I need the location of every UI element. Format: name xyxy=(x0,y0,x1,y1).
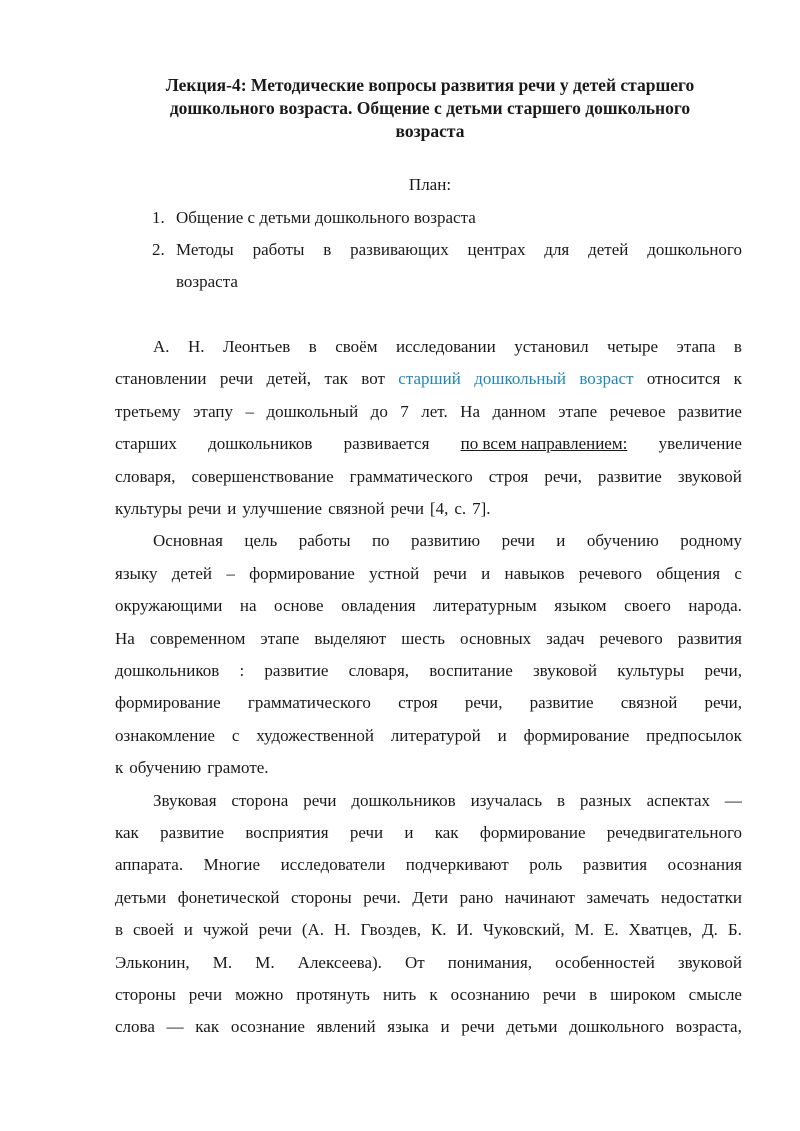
word: речи, xyxy=(544,466,582,486)
word: обучению xyxy=(586,531,659,551)
word: разных xyxy=(579,790,632,810)
word: языка xyxy=(387,1017,429,1037)
plan-item-number: 1. xyxy=(152,208,165,227)
word: дошкольников xyxy=(351,790,456,810)
word: цель xyxy=(244,531,278,551)
word: к xyxy=(429,985,438,1004)
word: так xyxy=(324,369,348,389)
word: сторона xyxy=(231,790,289,810)
word: вот xyxy=(361,369,385,389)
word: третьему xyxy=(115,401,181,421)
body-line xyxy=(115,758,742,790)
body-line xyxy=(115,434,742,466)
word: – xyxy=(226,563,235,583)
word: в xyxy=(115,920,124,940)
body-line xyxy=(153,337,742,369)
word: с xyxy=(231,725,240,745)
word: развитие xyxy=(678,401,742,421)
word: подчеркивают xyxy=(405,855,509,875)
body-line xyxy=(115,726,742,758)
word: осознания xyxy=(667,855,742,875)
word: устной xyxy=(369,563,420,583)
body-line xyxy=(115,467,742,499)
word: аппарата. xyxy=(115,855,184,875)
word: [4, xyxy=(429,499,449,518)
word: аспектах xyxy=(646,790,711,810)
word: и xyxy=(556,531,566,551)
body-line xyxy=(115,1017,742,1049)
word: и xyxy=(440,1017,450,1037)
word: Алексеева). xyxy=(297,952,382,972)
word: грамматического xyxy=(247,693,371,713)
word: восприятия xyxy=(245,823,329,842)
word: – xyxy=(245,401,254,421)
word: с. xyxy=(454,499,467,518)
body-line xyxy=(115,369,742,401)
body-line xyxy=(115,985,742,1017)
word: : xyxy=(239,661,245,680)
word: Н. xyxy=(187,337,205,356)
word: связной xyxy=(328,499,385,518)
word: с xyxy=(734,563,742,583)
word: и xyxy=(227,499,237,518)
word: задач xyxy=(546,628,585,648)
word: речи xyxy=(188,985,223,1004)
word: речевого xyxy=(599,628,663,648)
word: изучалась xyxy=(470,790,543,810)
word: детьми xyxy=(115,887,167,907)
word: речи xyxy=(258,920,292,940)
body-line xyxy=(115,596,742,628)
word: исследовании xyxy=(395,337,496,356)
word: дошкольников xyxy=(208,434,313,454)
word: данном xyxy=(492,401,546,421)
body-line xyxy=(115,564,742,596)
word: стороны xyxy=(290,887,352,907)
word: и xyxy=(497,725,507,745)
body-line xyxy=(115,499,742,531)
body-line xyxy=(115,402,742,434)
word: Е. xyxy=(603,920,619,940)
word: становлении xyxy=(115,369,207,389)
word: речи, xyxy=(464,693,503,713)
word: языком xyxy=(554,596,607,616)
word: — xyxy=(166,1017,184,1037)
word: шесть xyxy=(401,628,446,648)
word: фонетической xyxy=(177,887,280,907)
word: своей xyxy=(133,920,174,940)
word: Н. xyxy=(334,920,351,940)
word: речевого xyxy=(578,563,642,583)
word: широком xyxy=(610,985,676,1004)
word: грамоте. xyxy=(207,758,269,778)
word: речи xyxy=(390,499,424,518)
word: Эльконин, xyxy=(115,952,190,972)
plan-heading: План: xyxy=(408,175,452,194)
link-senior-preschool-age[interactable]: старший xyxy=(398,369,461,389)
word: развитию xyxy=(411,531,481,551)
word: в xyxy=(556,790,566,810)
word: речи xyxy=(349,823,384,842)
word: этапе xyxy=(260,628,300,648)
word: развивается xyxy=(343,434,430,454)
body-line xyxy=(115,888,742,920)
word: формирование xyxy=(115,693,221,713)
word: речи xyxy=(542,985,577,1004)
word: народа. xyxy=(688,596,742,616)
word: А. xyxy=(153,337,170,356)
word: речи xyxy=(461,1017,495,1037)
word: Гвоздев, xyxy=(360,920,421,940)
word: совершенствование xyxy=(191,466,334,486)
body-line xyxy=(115,953,742,985)
word: основе xyxy=(274,596,324,616)
word: осознанию xyxy=(450,985,530,1004)
word: словаря, xyxy=(348,661,410,680)
word: четыре xyxy=(607,337,659,356)
word: На xyxy=(460,401,480,421)
word: осознание xyxy=(230,1017,305,1037)
word: дошкольного xyxy=(569,1017,664,1037)
word: развитие xyxy=(529,693,594,713)
word: звуковой xyxy=(677,466,742,486)
word: Многие xyxy=(203,855,261,875)
word: своём xyxy=(335,337,378,356)
word: дошкольный xyxy=(266,401,359,421)
word: развития xyxy=(677,628,742,648)
word: увеличение xyxy=(658,434,742,454)
plan-item-text-continued: возраста xyxy=(176,272,238,291)
word: звуковой xyxy=(677,952,742,972)
link-senior-preschool-age[interactable]: дошкольный xyxy=(474,369,566,389)
word: как xyxy=(195,1017,220,1037)
word: Чуковский, xyxy=(483,920,565,940)
word: лет. xyxy=(421,401,448,421)
word: детьми xyxy=(506,1017,558,1037)
word: к xyxy=(115,758,124,778)
word: предпосылок xyxy=(646,725,742,745)
word: грамматического xyxy=(349,466,473,486)
word: речи, xyxy=(704,661,742,680)
word: словаря, xyxy=(115,466,176,486)
word: начинают xyxy=(504,887,575,907)
body-line xyxy=(115,661,742,693)
link-senior-preschool-age[interactable]: возраст xyxy=(579,369,634,389)
plan-item-text: Общение с детьми дошкольного возраста xyxy=(176,208,476,227)
word: замечать xyxy=(586,887,650,907)
word: формирование xyxy=(479,823,586,842)
word: Д. xyxy=(702,920,718,940)
word: до xyxy=(370,401,388,421)
body-line xyxy=(115,920,742,952)
word: От xyxy=(405,952,425,972)
plan-item-text: Методы работы в развивающих центрах для детей дошкольного xyxy=(176,240,742,259)
title-line-2: дошкольного возраста. Общение с детьми старшего дошкольного xyxy=(169,98,691,118)
word: формирование xyxy=(249,563,355,583)
word: развитие xyxy=(160,823,225,842)
word: выделяют xyxy=(314,628,387,648)
word: Леонтьев xyxy=(222,337,291,356)
word: этапу xyxy=(193,401,233,421)
body-line xyxy=(115,855,742,887)
word: относится xyxy=(646,369,721,389)
word: строя xyxy=(488,466,529,486)
word: недостатки xyxy=(660,887,742,907)
word: литературным xyxy=(433,596,537,616)
word: улучшение xyxy=(242,499,323,518)
word: дошкольников xyxy=(115,661,220,680)
word: явлений xyxy=(316,1017,376,1037)
word: детей xyxy=(171,563,213,583)
word: окружающими xyxy=(115,596,223,616)
title-line-3: возраста xyxy=(395,121,465,141)
word: как xyxy=(115,823,139,842)
word: к xyxy=(733,369,742,389)
word: слова xyxy=(115,1017,155,1037)
word: М. xyxy=(212,952,233,972)
word: Дети xyxy=(412,887,449,907)
word: речи. xyxy=(363,887,401,907)
word: речи, xyxy=(704,693,742,713)
word: в xyxy=(308,337,317,356)
word: (А. xyxy=(301,920,325,940)
body-line xyxy=(115,693,742,725)
word: как xyxy=(434,823,459,842)
body-line xyxy=(115,823,742,855)
body-line xyxy=(153,791,742,823)
word: нить xyxy=(382,985,417,1004)
word: речи xyxy=(219,369,254,389)
word: детей, xyxy=(266,369,312,389)
word: овладения xyxy=(341,596,416,616)
word: — xyxy=(724,790,742,810)
word: по xyxy=(371,531,390,551)
word: формирование xyxy=(523,725,630,745)
word: установил xyxy=(514,337,589,356)
plan-item-number: 2. xyxy=(152,240,165,259)
word: обучению xyxy=(129,758,202,778)
word: рано xyxy=(459,887,494,907)
word: строя xyxy=(398,693,438,713)
word: литературой xyxy=(390,725,481,745)
word: М. xyxy=(574,920,594,940)
word: понимания, xyxy=(447,952,533,972)
word: чужой xyxy=(202,920,249,940)
word: этапа xyxy=(676,337,716,356)
word: 7 xyxy=(400,401,409,421)
body-line xyxy=(115,629,742,661)
word: на xyxy=(239,596,257,616)
title-line-1: Лекция-4: Методические вопросы развития речи у детей старшего xyxy=(165,75,695,95)
word: 7]. xyxy=(472,499,491,518)
underlined-phrase: по всем направлением: xyxy=(460,434,628,454)
lecture-title xyxy=(115,74,745,143)
word: речедвигательного xyxy=(606,823,742,842)
word: речи xyxy=(188,499,222,518)
word: и xyxy=(404,823,414,842)
word: в xyxy=(589,985,598,1004)
word: развитие xyxy=(597,466,662,486)
word: Звуковая xyxy=(153,790,217,810)
word: возраста, xyxy=(675,1017,742,1037)
word: развитие xyxy=(264,661,329,680)
word: художественной xyxy=(256,725,374,745)
word: в xyxy=(733,337,742,356)
word: основных xyxy=(460,628,532,648)
word: и xyxy=(183,920,193,940)
word: связной xyxy=(620,693,678,713)
word: общения xyxy=(656,563,721,583)
word: И. xyxy=(456,920,474,940)
word: культуры xyxy=(115,499,182,518)
word: речи xyxy=(501,531,535,551)
word: развития xyxy=(582,855,648,875)
word: звуковой xyxy=(532,661,598,680)
word: языку xyxy=(115,563,158,583)
word: смысле xyxy=(688,985,742,1004)
word: На xyxy=(115,628,135,648)
word: Б. xyxy=(727,920,742,940)
word: современном xyxy=(149,628,246,648)
word: речи xyxy=(303,790,337,810)
word: работы xyxy=(298,531,351,551)
word: роль xyxy=(529,855,563,875)
word: своего xyxy=(624,596,671,616)
word: и xyxy=(481,563,491,583)
word: Основная xyxy=(153,531,223,551)
word: особенностей xyxy=(555,952,655,972)
word: протянуть xyxy=(296,985,370,1004)
word: Хватцев, xyxy=(628,920,693,940)
word: М. xyxy=(255,952,275,972)
word: можно xyxy=(235,985,284,1004)
word: старших xyxy=(115,434,177,454)
word: воспитание xyxy=(429,661,513,680)
word: навыков xyxy=(504,563,565,583)
word: ознакомление xyxy=(115,725,215,745)
word: этапе xyxy=(558,401,598,421)
word: К. xyxy=(430,920,447,940)
word: культуры xyxy=(617,661,685,680)
word: речевое xyxy=(609,401,666,421)
word: стороны xyxy=(115,985,176,1004)
body-line xyxy=(153,531,742,563)
word: исследователи xyxy=(280,855,386,875)
word: родному xyxy=(680,531,742,551)
word: речи xyxy=(433,563,467,583)
